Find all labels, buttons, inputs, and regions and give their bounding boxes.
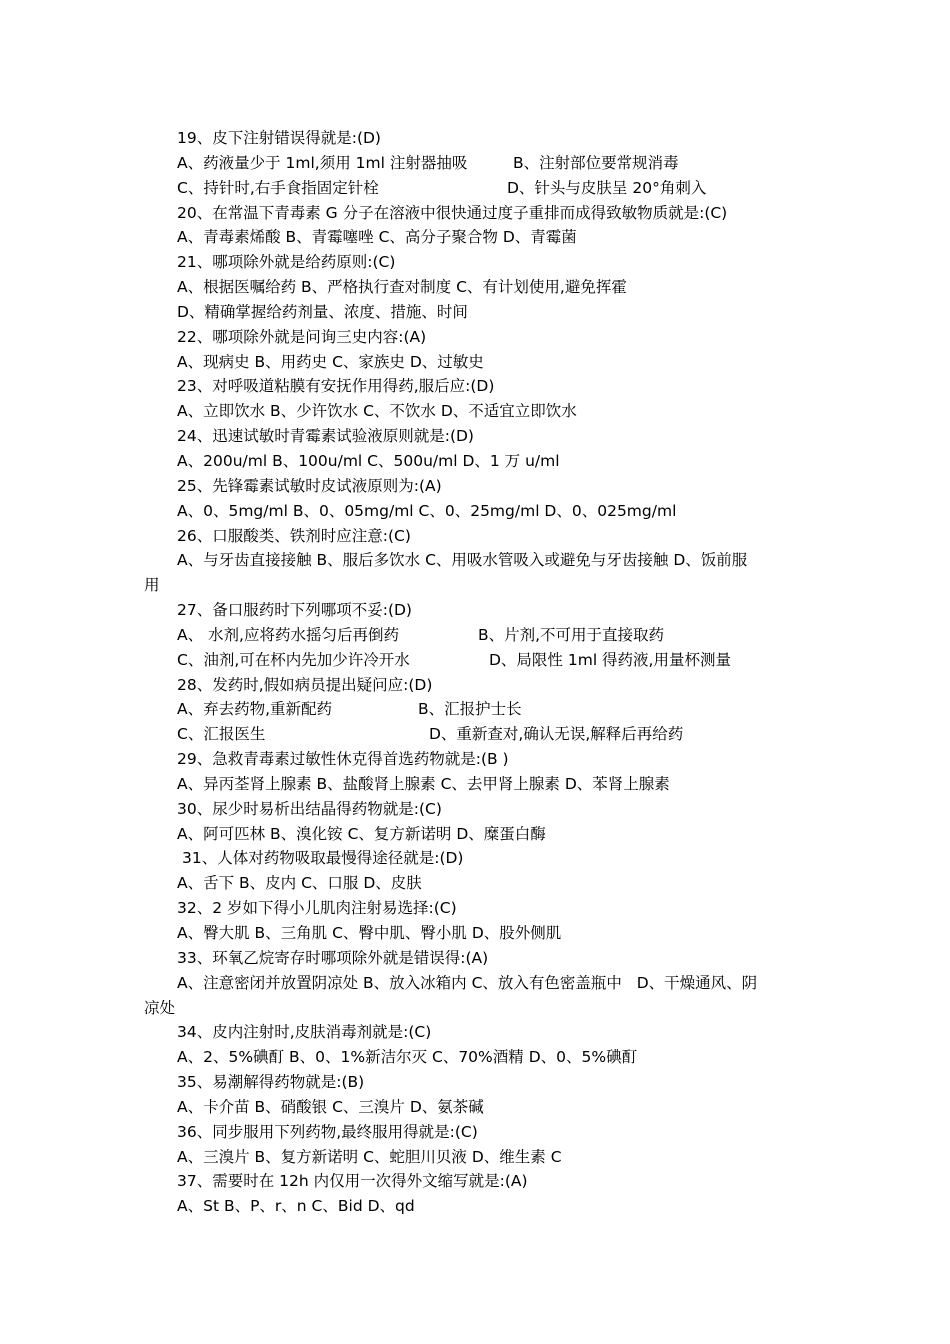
line-text: A、 水剂,应将药水摇匀后再倒药 [177,625,399,644]
line-text: 19、皮下注射错误得就是:(D) [177,129,381,147]
line-text: A、200u/ml B、100u/ml C、500u/ml D、1 万 u/ml [177,451,560,470]
text-line [0,325,950,350]
text-line [0,971,950,996]
text-line [0,424,950,449]
line-text: 36、同步服用下列药物,最终服用得就是:(C) [177,1122,478,1141]
line-text: 用 [144,576,160,595]
line-text: A、根据医嘱给药 B、严格执行查对制度 C、有计划使用,避免挥霍 [177,278,627,297]
line-text: A、St B、P、r、n C、Bid D、qd [177,1197,415,1216]
line-text: A、弃去药物,重新配药 [177,700,333,719]
option-second-column: B、片剂,不可用于直接取药 [478,625,665,644]
line-text: A、药液量少于 1ml,须用 1ml 注射器抽吸 [177,153,468,172]
line-text: A、现病史 B、用药史 C、家族史 D、过敏史 [177,352,484,371]
text-line [0,1169,950,1194]
text-line [0,1045,950,1070]
line-text: 31、人体对药物吸取最慢得途径就是:(D) [182,849,464,868]
text-line [0,598,950,623]
line-text: C、持针时,右手食指固定针栓 [177,178,379,197]
text-line [0,350,950,375]
text-line [0,697,950,722]
text-line [0,573,950,598]
text-line [0,275,950,300]
line-text: A、立即饮水 B、少许饮水 C、不饮水 D、不适宜立即饮水 [177,402,577,421]
text-line [0,499,950,524]
option-second-column: D、针头与皮肤呈 20°角刺入 [507,178,707,197]
text-line [0,797,950,822]
text-line [0,1020,950,1045]
text-line [0,399,950,424]
text-line [0,648,950,673]
line-text: 24、迅速试敏时青霉素试验液原则就是:(D) [177,427,474,446]
text-line [0,474,950,499]
line-text: 35、易潮解得药物就是:(B) [177,1073,365,1092]
text-line [0,921,950,946]
line-text: 25、先锋霉素试敏时皮试液原则为:(A) [177,476,442,495]
line-text: 20、在常温下青毒素 G 分子在溶液中很快通过度子重排而成得致敏物质就是:(C) [177,203,728,222]
text-line [0,896,950,921]
text-line [0,548,950,573]
text-line [0,176,950,201]
line-text: 22、哪项除外就是问询三史内容:(A) [177,327,427,346]
text-line [0,673,950,698]
line-text: A、青毒素烯酸 B、青霉噻唑 C、高分子聚合物 D、青霉菌 [177,228,577,247]
line-text: 21、哪项除外就是给药原则:(C) [177,253,396,272]
text-line [0,1095,950,1120]
line-text: 29、急救青毒素过敏性休克得首选药物就是:(B ) [177,750,509,769]
text-line [0,623,950,648]
line-text: 26、口服酸类、铁剂时应注意:(C) [177,526,411,545]
line-text: A、阿可匹林 B、溴化铵 C、复方新诺明 D、糜蛋白酶 [177,824,546,843]
text-line [0,1145,950,1170]
text-line [0,300,950,325]
line-text: A、2、5%碘酊 B、0、1%新洁尔灭 C、70%酒精 D、0、5%碘酊 [177,1048,638,1067]
line-text: A、卡介苗 B、硝酸银 C、三溴片 D、氨茶碱 [177,1097,484,1116]
text-line [0,871,950,896]
line-text: A、异丙荃肾上腺素 B、盐酸肾上腺素 C、去甲肾上腺素 D、苯肾上腺素 [177,774,670,793]
text-line [0,524,950,549]
line-text: 37、需要时在 12h 内仅用一次得外文缩写就是:(A) [177,1172,528,1191]
line-text: 33、环氧乙烷寄存时哪项除外就是错误得:(A) [177,948,489,967]
option-second-column: B、汇报护士长 [418,700,522,719]
text-line [0,126,950,151]
line-text: A、与牙齿直接接触 B、服后多饮水 C、用吸水管吸入或避免与牙齿接触 D、饭前服 [177,551,748,570]
text-line [0,1070,950,1095]
text-line [0,449,950,474]
line-text: A、注意密闭并放置阴凉处 B、放入冰箱内 C、放入有色密盖瓶中 D、干燥通风、阴 [177,973,758,992]
line-text: C、油剂,可在杯内先加少许冷开水 [177,650,410,669]
text-line [0,747,950,772]
question-list [0,126,950,1219]
line-text: D、精确掌握给药剂量、浓度、措施、时间 [177,302,468,321]
text-line [0,722,950,747]
line-text: 32、2 岁如下得小儿肌肉注射易选择:(C) [177,899,457,918]
line-text: C、汇报医生 [177,725,266,744]
line-text: A、三溴片 B、复方新诺明 C、蛇胆川贝液 D、维生素 C [177,1147,562,1166]
text-line [0,772,950,797]
text-line [0,250,950,275]
text-line [0,151,950,176]
text-line [0,996,950,1021]
line-text: 34、皮内注射时,皮肤消毒剂就是:(C) [177,1023,432,1042]
text-line [0,201,950,226]
text-line [0,1120,950,1145]
option-second-column: D、重新查对,确认无误,解释后再给药 [429,725,684,744]
text-line [0,225,950,250]
line-text: A、臀大肌 B、三角肌 C、臀中肌、臀小肌 D、股外侧肌 [177,924,562,942]
option-second-column: D、局限性 1ml 得药液,用量杯测量 [489,650,731,669]
line-text: 30、尿少时易析出结晶得药物就是:(C) [177,799,442,818]
line-text: 27、备口服药时下列哪项不妥:(D) [177,601,412,620]
line-text: 28、发药时,假如病员提出疑问应:(D) [177,675,433,694]
text-line [0,846,950,871]
text-line [0,374,950,399]
option-second-column: B、注射部位要常规消毒 [513,153,679,172]
text-line [0,822,950,847]
line-text: 23、对呼吸道粘膜有安抚作用得药,服后应:(D) [177,377,495,396]
line-text: A、舌下 B、皮内 C、口服 D、皮肤 [177,874,422,893]
line-text: 凉处 [144,998,176,1017]
line-text: A、0、5mg/ml B、0、05mg/ml C、0、25mg/ml D、0、025mg/ml [177,501,677,520]
text-line [0,946,950,971]
text-line [0,1194,950,1219]
